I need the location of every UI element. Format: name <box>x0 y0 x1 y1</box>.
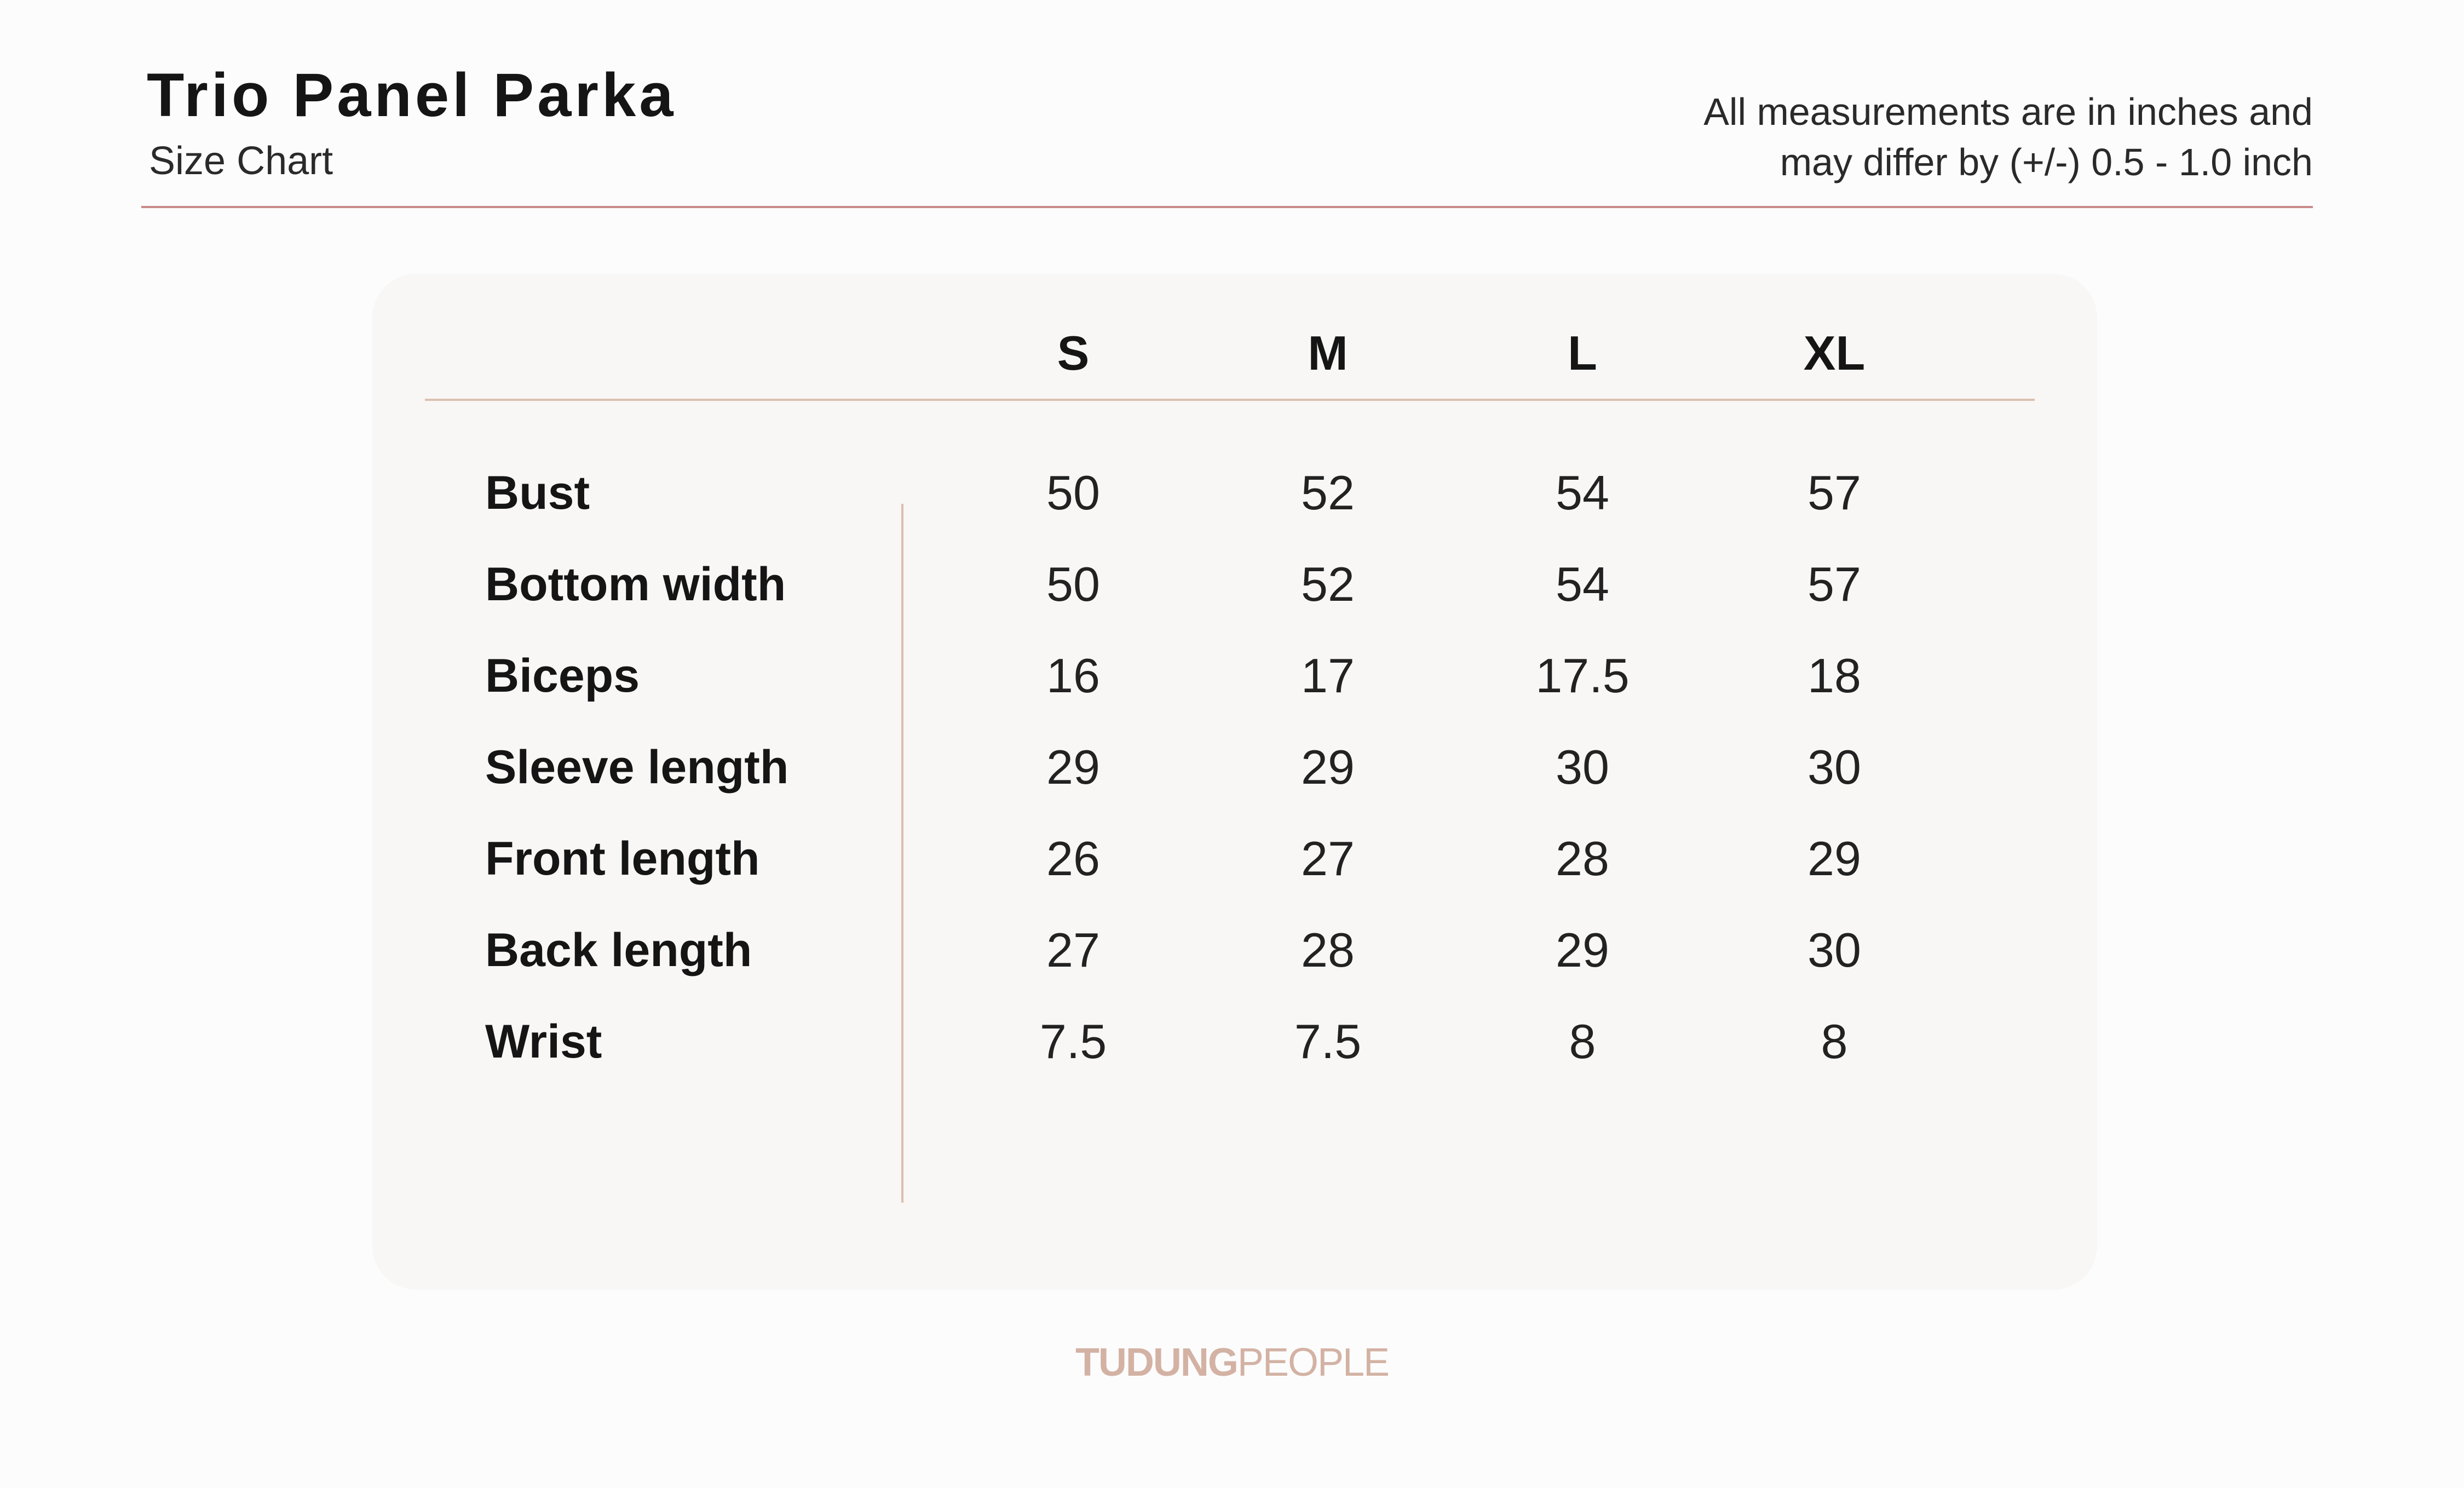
brand-logo-bold: TUDUNG <box>1075 1341 1237 1384</box>
page-title: Trio Panel Parka <box>147 61 677 129</box>
table-cell: 57 <box>1807 557 1861 611</box>
table-cell: 27 <box>1301 831 1355 886</box>
brand-logo <box>0 1343 2464 1382</box>
row-label: Back length <box>485 924 752 976</box>
column-header-m: M <box>1308 326 1348 380</box>
table-cell: 50 <box>1046 466 1100 520</box>
header-divider <box>141 206 2313 208</box>
table-cell: 30 <box>1807 740 1861 794</box>
measurement-note-line-1: All measurements are in inches and <box>1703 90 2313 133</box>
column-header-xl: XL <box>1803 326 1866 380</box>
table-cell: 28 <box>1556 831 1609 886</box>
page-subtitle: Size Chart <box>149 139 333 183</box>
table-cell: 8 <box>1821 1014 1848 1068</box>
table-cell: 52 <box>1301 466 1355 520</box>
size-chart-card <box>372 274 2097 1290</box>
table-cell: 50 <box>1046 557 1100 611</box>
table-cell: 29 <box>1046 740 1100 794</box>
row-label: Wrist <box>485 1015 602 1068</box>
table-cell: 57 <box>1807 466 1861 520</box>
measurement-note <box>1546 87 2313 187</box>
row-label: Sleeve length <box>485 741 789 794</box>
column-header-s: S <box>1057 326 1090 380</box>
row-label: Biceps <box>485 650 640 702</box>
table-cell: 54 <box>1556 557 1609 611</box>
table-cell: 29 <box>1301 740 1355 794</box>
measurement-note-line-2: may differ by (+/-) 0.5 - 1.0 inch <box>1780 141 2313 183</box>
table-cell: 8 <box>1569 1014 1596 1068</box>
table-cell: 16 <box>1046 648 1100 703</box>
row-label: Bottom width <box>485 558 786 611</box>
table-cell: 29 <box>1807 831 1861 886</box>
row-label: Front length <box>485 832 760 885</box>
table-row-front-length <box>372 820 2097 897</box>
table-cell: 18 <box>1807 648 1861 703</box>
table-cell: 26 <box>1046 831 1100 886</box>
table-row-bust <box>372 455 2097 531</box>
table-cell: 7.5 <box>1039 1014 1107 1068</box>
table-row-back-length <box>372 912 2097 989</box>
table-cell: 7.5 <box>1294 1014 1362 1068</box>
table-cell: 17 <box>1301 648 1355 703</box>
table-cell: 30 <box>1556 740 1609 794</box>
table-row-wrist <box>372 1003 2097 1080</box>
table-row-bottom-width <box>372 546 2097 623</box>
table-row-sleeve-length <box>372 729 2097 806</box>
header-row-divider <box>425 399 2035 401</box>
table-cell: 27 <box>1046 923 1100 977</box>
table-row-biceps <box>372 637 2097 714</box>
table-cell: 54 <box>1556 466 1609 520</box>
table-cell: 29 <box>1556 923 1609 977</box>
brand-logo-light: PEOPLE <box>1237 1341 1389 1384</box>
table-cell: 17.5 <box>1535 648 1630 703</box>
size-chart-table <box>372 274 2097 1290</box>
table-cell: 52 <box>1301 557 1355 611</box>
table-cell: 30 <box>1807 923 1861 977</box>
table-cell: 28 <box>1301 923 1355 977</box>
row-label: Bust <box>485 467 590 519</box>
column-header-l: L <box>1568 326 1597 380</box>
